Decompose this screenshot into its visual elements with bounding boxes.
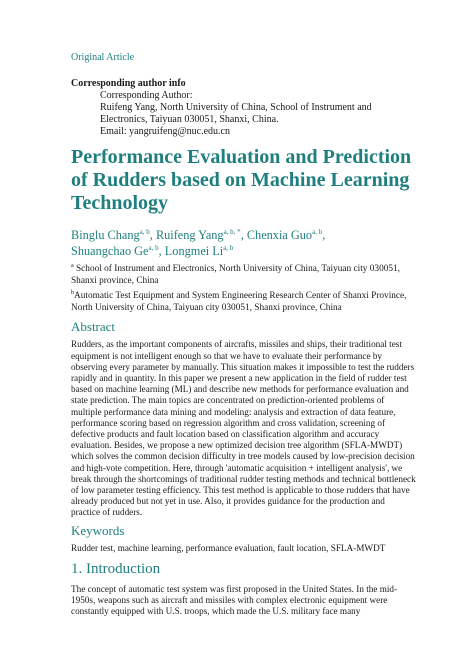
author-list [71, 227, 416, 259]
author-separator: , [149, 228, 156, 242]
author-affiliation-mark: a, b [148, 244, 159, 252]
author-name: Ruifeng Yang [155, 228, 224, 242]
paper-page [71, 52, 416, 617]
keywords-heading: Keywords [71, 522, 125, 538]
corresponding-block [100, 90, 416, 138]
affiliation-mark: b [71, 290, 74, 297]
affiliation-text: School of Instrument and Electronics, North University of China, Taiyuan city 030051, Shanxi province, China [71, 264, 400, 286]
author-separator: , [240, 228, 247, 242]
corresponding-line: Corresponding Author: [100, 90, 193, 101]
author-separator: , [322, 228, 326, 242]
introduction-text: The concept of automatic test system was first proposed in the United States. In the mid-1950s, weapons such as aircraft and missiles with complex electronic equipment were constantly equipped with U.S. troops, which made the U.S. military face many [71, 583, 398, 617]
corresponding-line: Electronics, Taiyuan 030051, Shanxi, China. [100, 114, 279, 125]
keywords-text: Rudder test, machine learning, performance evaluation, fault location, SFLA-MWDT [71, 542, 386, 553]
author-name: Longmei Li [164, 244, 224, 258]
author-name: Chenxia Guo [246, 228, 313, 242]
author-name: Binglu Chang [71, 228, 140, 242]
section-heading-introduction: 1. Introduction [71, 560, 161, 577]
author-affiliation-mark: a, b [139, 228, 150, 236]
affiliation-mark: a [71, 263, 74, 269]
author-name: Shuangchao Ge [71, 244, 149, 258]
author-affiliation-mark: a, b [223, 244, 234, 252]
author-separator: , [158, 244, 165, 258]
corresponding-email: Email: yangruifeng@nuc.edu.cn [100, 126, 230, 137]
affiliation [71, 264, 416, 287]
corresponding-line: Ruifeng Yang, North University of China, School of Instrument and [100, 102, 372, 113]
article-type: Original Article [71, 52, 135, 63]
affiliation [71, 291, 416, 314]
corresponding-heading: Corresponding author info [71, 78, 186, 89]
abstract-text: Rudders, as the important components of aircrafts, missiles and ships, their traditional test equipment is not intelligent enough so that we have to evaluate their performance by observing every parameter by manually. This situation makes it impossible to test the rudders rapidly and in quantity. In this paper we present a new application in the field of rudder test based on machine learning (ML) and describe new methods for performance evaluation and state prediction. The main topics are concentrated on prediction-oriented problems of multiple performance data mining and modeling: analysis and extraction of data feature, performance scoring based on regression algorithm and cross validation, screening of defective products and fault location based on classification algorithm and accuracy evaluation. Besides, we propose a new optimized decision tree algorithm (SFLA-MWDT) which solves the common decision difficulty in tree models caused by low-precision decision and high-vote competition. Here, through 'automatic acquisition + intelligent analysis', we break through the shortcomings of traditional rudder testing methods and technical bottleneck of low parameter testing efficiency. This test method is applicable to those rudders that have already produced but not yet in use. Also, it provides guidance for the production and practice of rudders. [71, 339, 416, 518]
author-affiliation-mark: a, b, * [223, 228, 241, 236]
author-affiliation-mark: a, b [312, 228, 323, 236]
paper-title: Performance Evaluation and Prediction of Rudders based on Machine Learning Technology [71, 146, 412, 214]
abstract-heading: Abstract [71, 319, 116, 335]
affiliation-text: Automatic Test Equipment and System Engineering Research Center of Shanxi Province, North University of China, Taiyuan city 030051, Shanxi province, China [71, 291, 407, 313]
